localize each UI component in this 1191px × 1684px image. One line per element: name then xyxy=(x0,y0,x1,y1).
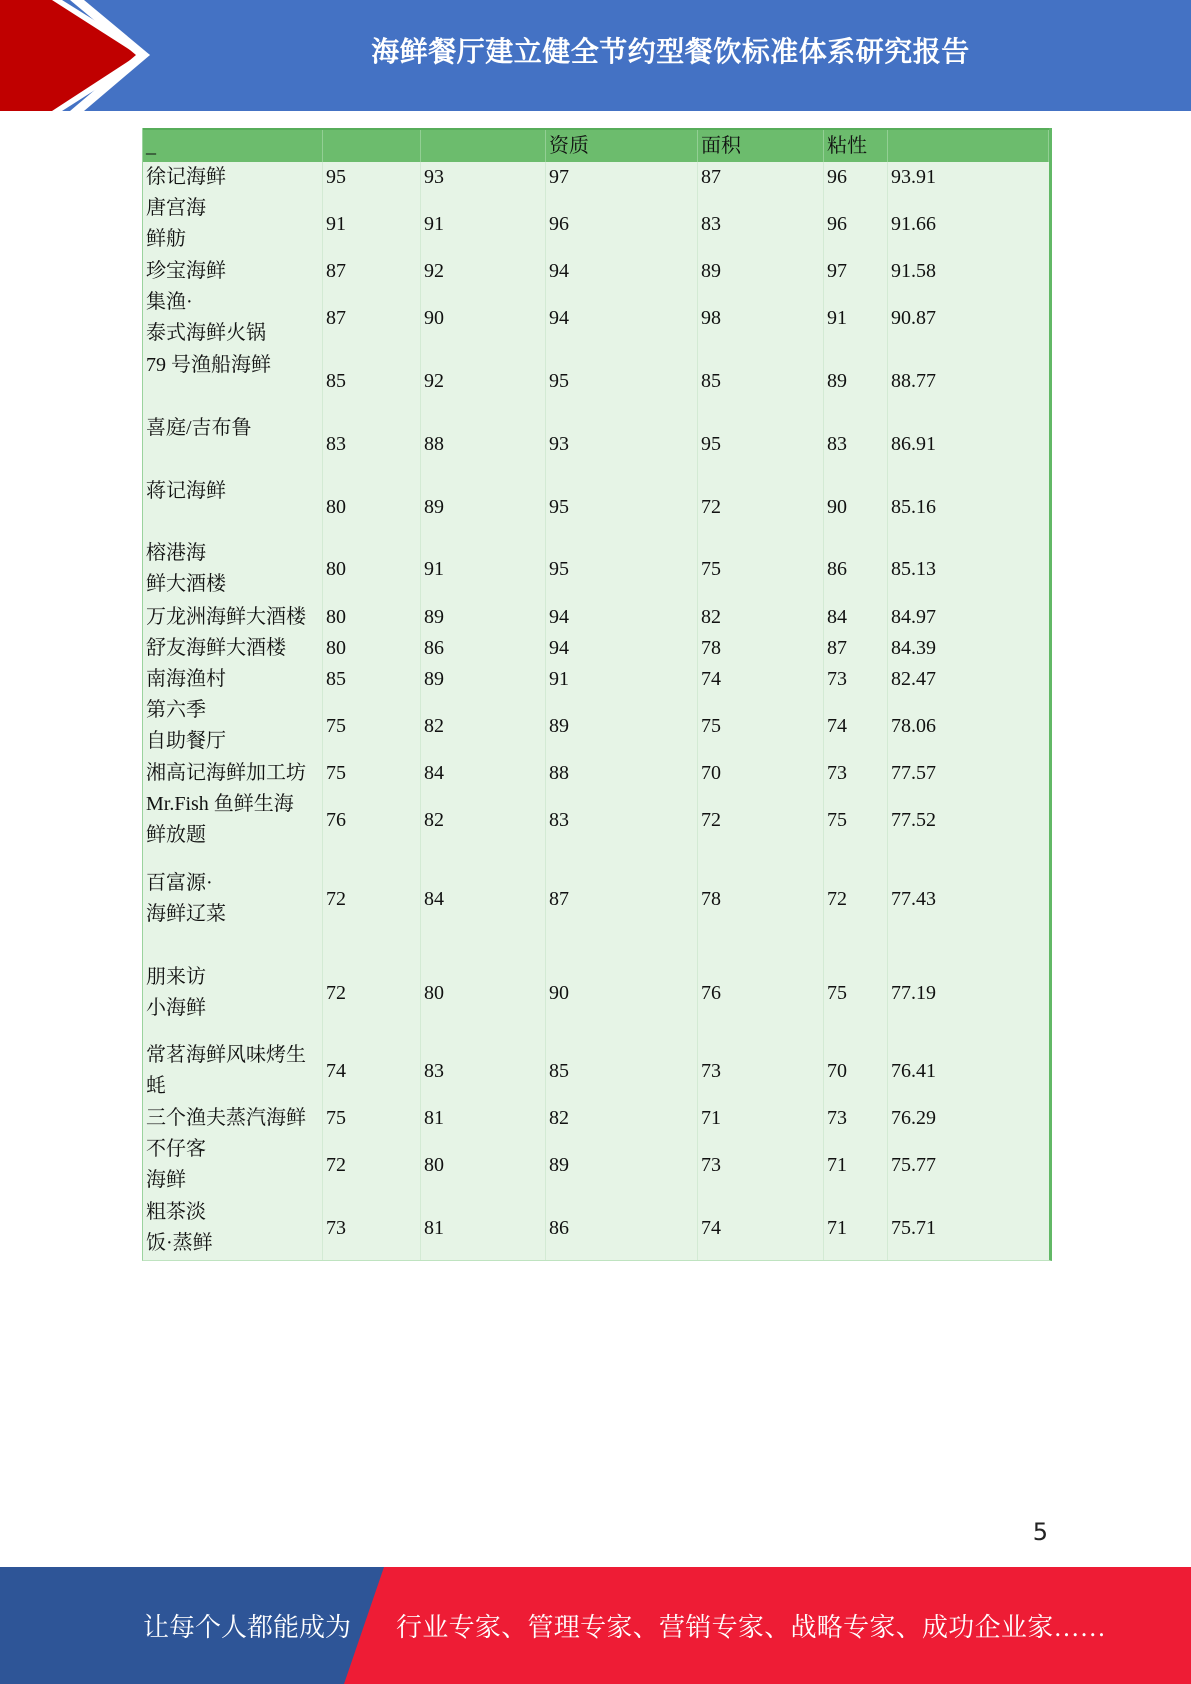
score-cell: 83 xyxy=(824,413,888,476)
score-cell: 70 xyxy=(698,757,824,789)
score-cell: 91 xyxy=(546,664,698,695)
score-cell: 91.58 xyxy=(891,260,936,282)
score-cell: 72 xyxy=(323,852,421,946)
score-cell: 85 xyxy=(323,664,421,695)
table-row xyxy=(143,852,1049,946)
restaurant-name-cell xyxy=(143,1040,323,1103)
restaurant-name-line: 自助餐厅 xyxy=(146,730,226,752)
restaurant-name-line: 万龙洲海鲜大酒楼 xyxy=(146,605,306,628)
table-row xyxy=(143,1134,1049,1197)
score-cell: 75 xyxy=(323,1103,421,1134)
score-cell: 74 xyxy=(323,1040,421,1103)
score-cell: 90 xyxy=(421,287,546,350)
score-cell: 78 xyxy=(698,852,824,946)
score-cell: 80 xyxy=(421,946,546,1040)
score-cell: 93.91 xyxy=(891,166,936,188)
score-cell: 75 xyxy=(323,757,421,789)
restaurant-name-line: 饭·蒸鲜 xyxy=(146,1232,213,1254)
score-cell: 75 xyxy=(824,946,888,1040)
restaurant-name-line: 舒友海鲜大酒楼 xyxy=(146,637,286,659)
score-cell: 71 xyxy=(824,1197,888,1260)
score-cell: 72 xyxy=(824,852,888,946)
score-cell: 93 xyxy=(421,162,546,193)
restaurant-name-line: 不仔客 xyxy=(146,1138,206,1160)
score-cell: 76 xyxy=(698,946,824,1040)
score-cell: 84 xyxy=(824,601,888,633)
score-cell: 91 xyxy=(824,287,888,350)
column-header: _ xyxy=(143,130,323,162)
score-cell: 85.13 xyxy=(891,558,936,580)
restaurant-name-line: 南海渔村 xyxy=(146,668,226,690)
table-row xyxy=(143,633,1049,664)
column-header xyxy=(888,130,1049,162)
score-cell: 98 xyxy=(698,287,824,350)
score-cell: 72 xyxy=(698,476,824,538)
restaurant-name-line: 鲜大酒楼 xyxy=(146,573,226,595)
restaurant-name-line: 集渔· xyxy=(146,291,193,313)
score-cell: 95 xyxy=(546,476,698,538)
score-cell: 90.87 xyxy=(891,307,936,329)
restaurant-name-line: 海鲜 xyxy=(146,1169,186,1191)
score-cell: 84 xyxy=(421,852,546,946)
footer-slogan-left: 让每个人都能成为 xyxy=(143,1613,352,1642)
score-cell: 89 xyxy=(546,1134,698,1197)
score-cell: 94 xyxy=(546,633,698,664)
score-cell: 75 xyxy=(698,695,824,757)
red-chevron-decoration xyxy=(0,0,160,111)
score-cell: 89 xyxy=(824,350,888,413)
restaurant-name-cell xyxy=(143,1197,323,1260)
score-cell: 90 xyxy=(546,946,698,1040)
score-cell: 80 xyxy=(323,633,421,664)
restaurant-name-cell xyxy=(143,757,323,789)
score-cell: 82 xyxy=(698,601,824,633)
restaurant-name-line: 蒋记海鲜 xyxy=(146,480,226,502)
restaurant-name-line: 湘高记海鲜加工坊 xyxy=(146,761,306,784)
score-cell: 96 xyxy=(824,193,888,256)
table-row xyxy=(143,538,1049,601)
score-cell: 89 xyxy=(546,695,698,757)
restaurant-name-line: 唐宫海 xyxy=(146,197,206,219)
restaurant-name-line: 粗茶淡 xyxy=(146,1201,206,1223)
score-cell: 80 xyxy=(421,1134,546,1197)
restaurant-name-cell xyxy=(143,287,323,350)
table-row xyxy=(143,287,1049,350)
score-cell: 87 xyxy=(698,162,824,193)
score-cell: 83 xyxy=(698,193,824,256)
score-cell: 77.52 xyxy=(891,809,936,831)
restaurant-name-cell xyxy=(143,538,323,601)
header-banner xyxy=(0,0,1191,111)
score-cell: 83 xyxy=(323,413,421,476)
score-cell: 86 xyxy=(546,1197,698,1260)
restaurant-name-cell xyxy=(143,256,323,287)
score-cell: 84 xyxy=(421,757,546,789)
score-cell: 82 xyxy=(546,1103,698,1134)
column-header: 面积 xyxy=(698,130,824,162)
score-cell: 94 xyxy=(546,601,698,633)
table-row xyxy=(143,162,1049,193)
score-cell: 87 xyxy=(824,633,888,664)
score-cell: 95 xyxy=(546,538,698,601)
score-cell: 72 xyxy=(698,789,824,852)
footer-slogan-right: 行业专家、管理专家、营销专家、战略专家、成功企业家…… xyxy=(396,1613,1107,1642)
score-cell: 93 xyxy=(546,413,698,476)
table-row xyxy=(143,601,1049,633)
score-cell: 91.66 xyxy=(891,213,936,235)
column-header xyxy=(421,130,546,162)
score-cell: 74 xyxy=(698,1197,824,1260)
score-cell: 87 xyxy=(546,852,698,946)
score-cell: 85 xyxy=(546,1040,698,1103)
score-cell: 77.57 xyxy=(891,761,936,784)
score-cell: 77.19 xyxy=(891,981,936,1004)
restaurant-name-line: 朋来访 xyxy=(146,966,206,988)
score-cell: 73 xyxy=(698,1134,824,1197)
score-cell: 75.71 xyxy=(891,1217,936,1239)
score-cell: 89 xyxy=(421,601,546,633)
restaurant-name-cell xyxy=(143,664,323,695)
restaurant-name-cell xyxy=(143,946,323,1040)
restaurant-name-cell xyxy=(143,789,323,852)
score-cell: 73 xyxy=(824,664,888,695)
score-cell: 73 xyxy=(824,757,888,789)
score-cell: 92 xyxy=(421,256,546,287)
score-cell: 89 xyxy=(421,476,546,538)
table-row xyxy=(143,757,1049,789)
restaurant-name-line: 鲜放题 xyxy=(146,824,206,846)
score-cell: 78.06 xyxy=(891,714,936,737)
score-cell: 86 xyxy=(824,538,888,601)
footer-banner xyxy=(0,1567,1191,1684)
table-row xyxy=(143,1103,1049,1134)
score-cell: 80 xyxy=(323,601,421,633)
table-row xyxy=(143,413,1049,476)
restaurant-name-cell xyxy=(143,601,323,633)
ranking-table xyxy=(142,128,1052,1261)
score-cell: 72 xyxy=(323,1134,421,1197)
score-cell: 85 xyxy=(698,350,824,413)
table-row xyxy=(143,789,1049,852)
score-cell: 89 xyxy=(698,256,824,287)
score-cell: 96 xyxy=(824,162,888,193)
restaurant-name-line: 79 号渔船海鲜 xyxy=(146,354,271,376)
score-cell: 89 xyxy=(421,664,546,695)
score-cell: 70 xyxy=(824,1040,888,1103)
restaurant-name-line: 榕港海 xyxy=(146,542,206,564)
restaurant-name-line: 蚝 xyxy=(146,1075,166,1097)
table-row xyxy=(143,193,1049,256)
score-cell: 76.41 xyxy=(891,1060,936,1082)
table-row xyxy=(143,476,1049,538)
table-row xyxy=(143,350,1049,413)
score-cell: 73 xyxy=(323,1197,421,1260)
score-cell: 88.77 xyxy=(891,370,936,392)
page-number: 5 xyxy=(1032,1518,1048,1546)
score-cell: 96 xyxy=(546,193,698,256)
restaurant-name-line: 泰式海鲜火锅 xyxy=(146,322,266,344)
score-cell: 73 xyxy=(824,1103,888,1134)
restaurant-name-cell xyxy=(143,162,323,193)
table-row xyxy=(143,1197,1049,1260)
restaurant-name-line: 三个渔夫蒸汽海鲜 xyxy=(146,1107,306,1129)
restaurant-name-line: 珍宝海鲜 xyxy=(146,260,226,282)
restaurant-name-cell xyxy=(143,350,323,413)
score-cell: 75 xyxy=(698,538,824,601)
score-cell: 82 xyxy=(421,789,546,852)
score-cell: 83 xyxy=(421,1040,546,1103)
restaurant-name-cell xyxy=(143,695,323,757)
column-header xyxy=(323,130,421,162)
table-row xyxy=(143,256,1049,287)
score-cell: 88 xyxy=(546,757,698,789)
restaurant-name-line: 喜庭/吉布鲁 xyxy=(146,417,252,439)
restaurant-name-cell xyxy=(143,633,323,664)
restaurant-name-cell xyxy=(143,1134,323,1197)
column-header: 资质 xyxy=(546,130,698,162)
score-cell: 88 xyxy=(421,413,546,476)
score-cell: 85.16 xyxy=(891,495,936,518)
score-cell: 95 xyxy=(698,413,824,476)
score-cell: 76 xyxy=(323,789,421,852)
score-cell: 72 xyxy=(323,946,421,1040)
restaurant-name-line: 小海鲜 xyxy=(146,997,206,1019)
score-cell: 75.77 xyxy=(891,1154,936,1176)
score-cell: 83 xyxy=(546,789,698,852)
restaurant-name-cell xyxy=(143,852,323,946)
score-cell: 95 xyxy=(323,162,421,193)
score-cell: 80 xyxy=(323,476,421,538)
restaurant-name-cell xyxy=(143,476,323,538)
score-cell: 87 xyxy=(323,256,421,287)
table-header-row xyxy=(143,128,1049,162)
score-cell: 71 xyxy=(698,1103,824,1134)
score-cell: 92 xyxy=(421,350,546,413)
score-cell: 97 xyxy=(546,162,698,193)
score-cell: 74 xyxy=(698,664,824,695)
score-cell: 81 xyxy=(421,1197,546,1260)
score-cell: 87 xyxy=(323,287,421,350)
score-cell: 82 xyxy=(421,695,546,757)
restaurant-name-line: 常茗海鲜风味烤生 xyxy=(146,1044,306,1066)
score-cell: 73 xyxy=(698,1040,824,1103)
table-row xyxy=(143,664,1049,695)
score-cell: 95 xyxy=(546,350,698,413)
restaurant-name-line: 百富源· xyxy=(146,872,213,894)
score-cell: 77.43 xyxy=(891,887,936,910)
score-cell: 90 xyxy=(824,476,888,538)
report-title: 海鲜餐厅建立健全节约型餐饮标准体系研究报告 xyxy=(371,35,970,68)
restaurant-name-cell xyxy=(143,193,323,256)
score-cell: 82.47 xyxy=(891,668,936,690)
table-row xyxy=(143,946,1049,1040)
restaurant-name-line: 鲜舫 xyxy=(146,228,186,250)
score-cell: 75 xyxy=(323,695,421,757)
score-cell: 76.29 xyxy=(891,1107,936,1129)
score-cell: 71 xyxy=(824,1134,888,1197)
score-cell: 97 xyxy=(824,256,888,287)
column-header: 粘性 xyxy=(824,130,888,162)
score-cell: 86 xyxy=(421,633,546,664)
score-cell: 80 xyxy=(323,538,421,601)
score-cell: 94 xyxy=(546,256,698,287)
score-cell: 94 xyxy=(546,287,698,350)
score-cell: 75 xyxy=(824,789,888,852)
restaurant-name-line: 第六季 xyxy=(146,699,206,721)
restaurant-name-cell xyxy=(143,413,323,476)
table-row xyxy=(143,695,1049,757)
table-body xyxy=(143,162,1049,1260)
restaurant-name-line: 徐记海鲜 xyxy=(146,166,226,188)
score-cell: 91 xyxy=(323,193,421,256)
score-cell: 81 xyxy=(421,1103,546,1134)
score-cell: 85 xyxy=(323,350,421,413)
restaurant-name-cell xyxy=(143,1103,323,1134)
restaurant-name-line: Mr.Fish 鱼鲜生海 xyxy=(146,793,294,815)
score-cell: 78 xyxy=(698,633,824,664)
score-cell: 74 xyxy=(824,695,888,757)
score-cell: 91 xyxy=(421,193,546,256)
score-cell: 86.91 xyxy=(891,433,936,455)
table-row xyxy=(143,1040,1049,1103)
score-cell: 91 xyxy=(421,538,546,601)
score-cell: 84.39 xyxy=(891,637,936,659)
score-cell: 84.97 xyxy=(891,605,936,628)
restaurant-name-line: 海鲜辽菜 xyxy=(146,903,226,925)
